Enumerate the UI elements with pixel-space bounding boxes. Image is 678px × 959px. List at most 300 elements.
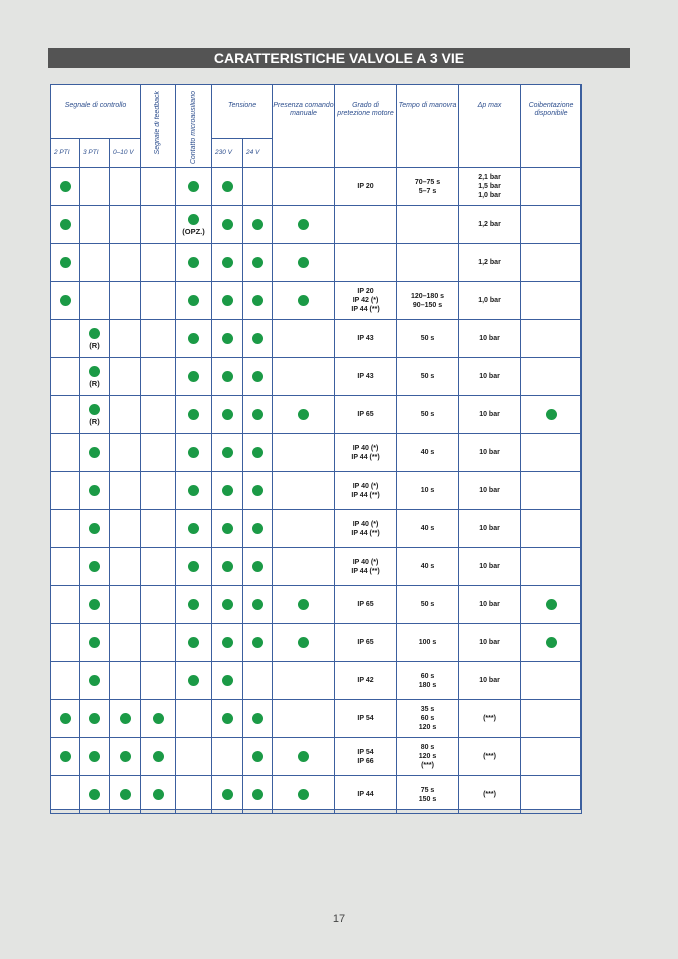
green-dot-icon [252, 751, 263, 762]
green-dot-icon [222, 523, 233, 534]
table-row [51, 282, 582, 320]
cell-dp-text: 10 bar [479, 563, 500, 571]
green-dot-icon [89, 404, 100, 415]
cell-grado-text: IP 20 IP 42 (*) IP 44 (**) [351, 288, 380, 314]
cell-v010 [110, 510, 141, 548]
cell-dp [459, 358, 521, 396]
cell-coibentazione [521, 700, 582, 738]
green-dot-icon [188, 257, 199, 268]
cell-fb [141, 244, 176, 282]
cell-pti3 [80, 738, 110, 776]
cell-v230 [212, 472, 243, 510]
cell-tempo-text: 40 s [420, 525, 435, 533]
cell-tempo [397, 738, 459, 776]
cell-presenza [273, 738, 335, 776]
green-dot-icon [89, 523, 100, 534]
green-dot-icon [89, 328, 100, 339]
cell-tempo [397, 510, 459, 548]
cell-dp-text: 10 bar [479, 373, 500, 381]
green-dot-icon [252, 713, 263, 724]
cell-tempo [397, 358, 459, 396]
cell-fb [141, 510, 176, 548]
subheader-010v: 0–10 V [110, 139, 141, 168]
green-dot-icon [252, 257, 263, 268]
table-row [51, 700, 582, 738]
cell-presenza [273, 358, 335, 396]
cell-presenza [273, 206, 335, 244]
cell-pti3 [80, 548, 110, 586]
cell-pti2 [51, 586, 80, 624]
cell-fb [141, 168, 176, 206]
cell-v010 [110, 700, 141, 738]
cell-tempo [397, 700, 459, 738]
cell-dp-text: 10 bar [479, 601, 500, 609]
cell-dp [459, 206, 521, 244]
cell-pti2 [51, 358, 80, 396]
cell-presenza [273, 320, 335, 358]
cell-contatto [176, 282, 212, 320]
cell-v24 [243, 396, 273, 434]
green-dot-icon [222, 333, 233, 344]
cell-v010 [110, 624, 141, 662]
cell-grado-text: IP 54 [357, 715, 374, 723]
green-dot-icon [60, 713, 71, 724]
cell-contatto [176, 434, 212, 472]
green-dot-icon [188, 214, 199, 225]
cell-tempo [397, 776, 459, 814]
header-segnale-feedback: Segnale di feedback [141, 85, 176, 168]
cell-presenza [273, 548, 335, 586]
cell-pti2 [51, 548, 80, 586]
green-dot-icon [252, 599, 263, 610]
cell-pti3 [80, 434, 110, 472]
green-dot-icon [60, 295, 71, 306]
cell-v010 [110, 586, 141, 624]
cell-fb [141, 396, 176, 434]
green-dot-icon [188, 447, 199, 458]
cell-contatto [176, 700, 212, 738]
cell-contatto [176, 624, 212, 662]
cell-pti2 [51, 168, 80, 206]
cell-contatto [176, 396, 212, 434]
green-dot-icon [222, 485, 233, 496]
table-row [51, 244, 582, 282]
cell-pti3 [80, 282, 110, 320]
table-row [51, 206, 582, 244]
cell-grado-text: IP 40 (*) IP 44 (**) [351, 444, 380, 461]
cell-v230 [212, 206, 243, 244]
cell-dp-text: 10 bar [479, 639, 500, 647]
cell-fb [141, 662, 176, 700]
cell-grado [335, 206, 397, 244]
green-dot-icon [89, 447, 100, 458]
cell-grado [335, 358, 397, 396]
green-dot-icon [153, 751, 164, 762]
cell-fb [141, 472, 176, 510]
cell-tempo [397, 396, 459, 434]
cell-pti2 [51, 244, 80, 282]
cell-dp-text: 1,2 bar [478, 259, 501, 267]
cell-tempo-text: 100 s [418, 639, 437, 647]
cell-pti3 [80, 662, 110, 700]
cell-v230 [212, 662, 243, 700]
table-row [51, 472, 582, 510]
cell-grado [335, 168, 397, 206]
cell-coibentazione [521, 434, 582, 472]
cell-tempo [397, 586, 459, 624]
cell-pti3 [80, 206, 110, 244]
cell-fb [141, 776, 176, 814]
cell-fb [141, 320, 176, 358]
green-dot-icon [252, 409, 263, 420]
cell-fb [141, 282, 176, 320]
green-dot-icon [153, 789, 164, 800]
cell-dp [459, 320, 521, 358]
green-dot-icon [222, 219, 233, 230]
cell-pti3 [80, 700, 110, 738]
green-dot-icon [188, 637, 199, 648]
cell-grado [335, 776, 397, 814]
cell-dp [459, 776, 521, 814]
table-row [51, 434, 582, 472]
cell-coibentazione [521, 662, 582, 700]
cell-dp-text: 10 bar [479, 525, 500, 533]
cell-presenza [273, 244, 335, 282]
cell-presenza [273, 282, 335, 320]
cell-grado [335, 434, 397, 472]
cell-dp-text: 10 bar [479, 411, 500, 419]
cell-fb [141, 738, 176, 776]
cell-v24 [243, 624, 273, 662]
cell-v010 [110, 244, 141, 282]
cell-grado-text: IP 54 IP 66 [357, 748, 374, 765]
cell-v230 [212, 510, 243, 548]
cell-grado [335, 320, 397, 358]
green-dot-icon [222, 371, 233, 382]
cell-tempo-text: 60 s 180 s [418, 672, 437, 689]
valve-table-frame [50, 84, 581, 810]
cell-grado [335, 510, 397, 548]
green-dot-icon [546, 409, 557, 420]
cell-v010 [110, 206, 141, 244]
green-dot-icon [298, 789, 309, 800]
table-row [51, 738, 582, 776]
green-dot-icon [89, 713, 100, 724]
cell-dp [459, 434, 521, 472]
cell-dp [459, 738, 521, 776]
cell-dp [459, 548, 521, 586]
cell-contatto [176, 662, 212, 700]
cell-coibentazione [521, 206, 582, 244]
cell-fb [141, 586, 176, 624]
cell-tempo-text: 50 s [420, 411, 435, 419]
cell-tempo [397, 434, 459, 472]
cell-presenza [273, 168, 335, 206]
cell-v010 [110, 434, 141, 472]
green-dot-icon [222, 637, 233, 648]
cell-pti2 [51, 206, 80, 244]
cell-pti2 [51, 282, 80, 320]
cell-grado-text: IP 40 (*) IP 44 (**) [351, 520, 380, 537]
cell-presenza [273, 472, 335, 510]
cell-note: (OPZ.) [182, 226, 205, 236]
cell-contatto [176, 548, 212, 586]
cell-grado [335, 586, 397, 624]
cell-coibentazione [521, 244, 582, 282]
cell-grado [335, 282, 397, 320]
cell-v010 [110, 776, 141, 814]
green-dot-icon [188, 485, 199, 496]
green-dot-icon [89, 751, 100, 762]
cell-v230 [212, 700, 243, 738]
cell-pti3 [80, 320, 110, 358]
cell-dp-text: (***) [483, 753, 496, 761]
cell-dp [459, 282, 521, 320]
green-dot-icon [252, 219, 263, 230]
cell-coibentazione [521, 738, 582, 776]
cell-dp-text: 10 bar [479, 677, 500, 685]
cell-v24 [243, 168, 273, 206]
cell-dp [459, 586, 521, 624]
table-row [51, 396, 582, 434]
table-row [51, 358, 582, 396]
cell-v230 [212, 776, 243, 814]
cell-note: (R) [89, 378, 100, 388]
cell-v230 [212, 624, 243, 662]
cell-v230 [212, 396, 243, 434]
green-dot-icon [252, 523, 263, 534]
table-row [51, 624, 582, 662]
green-dot-icon [252, 295, 263, 306]
green-dot-icon [188, 561, 199, 572]
subheader-230v: 230 V [212, 139, 243, 168]
cell-coibentazione [521, 282, 582, 320]
cell-grado [335, 396, 397, 434]
cell-v010 [110, 472, 141, 510]
cell-tempo-text: 50 s [420, 373, 435, 381]
cell-pti3 [80, 776, 110, 814]
cell-v230 [212, 168, 243, 206]
cell-v010 [110, 396, 141, 434]
cell-v230 [212, 320, 243, 358]
green-dot-icon [89, 366, 100, 377]
cell-v230 [212, 548, 243, 586]
cell-tempo [397, 624, 459, 662]
cell-grado [335, 662, 397, 700]
green-dot-icon [252, 447, 263, 458]
cell-grado-text: IP 65 [357, 639, 374, 647]
green-dot-icon [546, 637, 557, 648]
table-row [51, 548, 582, 586]
cell-pti2 [51, 320, 80, 358]
cell-tempo-text: 10 s [420, 487, 435, 495]
cell-tempo [397, 282, 459, 320]
cell-pti2 [51, 396, 80, 434]
cell-dp-text: 1,2 bar [478, 221, 501, 229]
cell-coibentazione [521, 320, 582, 358]
cell-pti3 [80, 510, 110, 548]
cell-v24 [243, 320, 273, 358]
cell-presenza [273, 776, 335, 814]
cell-v230 [212, 738, 243, 776]
green-dot-icon [120, 713, 131, 724]
cell-dp [459, 510, 521, 548]
cell-dp [459, 624, 521, 662]
green-dot-icon [222, 789, 233, 800]
table-row [51, 776, 582, 814]
cell-pti2 [51, 510, 80, 548]
green-dot-icon [222, 675, 233, 686]
cell-tempo-text: 70–75 s 5–7 s [414, 178, 441, 195]
green-dot-icon [188, 409, 199, 420]
cell-pti2 [51, 472, 80, 510]
cell-v010 [110, 738, 141, 776]
cell-tempo-text: 50 s [420, 335, 435, 343]
green-dot-icon [252, 333, 263, 344]
header-tempo: Tempo di manovra [397, 85, 459, 168]
green-dot-icon [89, 561, 100, 572]
green-dot-icon [188, 181, 199, 192]
green-dot-icon [153, 713, 164, 724]
green-dot-icon [60, 181, 71, 192]
green-dot-icon [188, 333, 199, 344]
cell-pti3 [80, 168, 110, 206]
header-presenza: Presenza comando manuale [273, 85, 335, 168]
cell-grado [335, 472, 397, 510]
cell-grado [335, 738, 397, 776]
green-dot-icon [120, 789, 131, 800]
cell-pti3 [80, 358, 110, 396]
cell-coibentazione [521, 168, 582, 206]
header-segnale-controllo: Segnale di controllo [51, 85, 141, 139]
green-dot-icon [120, 751, 131, 762]
cell-grado-text: IP 65 [357, 411, 374, 419]
cell-v24 [243, 206, 273, 244]
cell-grado-text: IP 65 [357, 601, 374, 609]
green-dot-icon [252, 485, 263, 496]
cell-grado [335, 548, 397, 586]
green-dot-icon [222, 447, 233, 458]
cell-pti2 [51, 624, 80, 662]
green-dot-icon [60, 751, 71, 762]
cell-grado [335, 624, 397, 662]
table-body [51, 168, 582, 814]
green-dot-icon [188, 523, 199, 534]
cell-presenza [273, 700, 335, 738]
green-dot-icon [252, 637, 263, 648]
green-dot-icon [298, 295, 309, 306]
cell-contatto [176, 510, 212, 548]
cell-v24 [243, 358, 273, 396]
cell-dp-text: (***) [483, 791, 496, 799]
header-coibentazione: Coibentazione disponibile [521, 85, 582, 168]
cell-tempo-text: 120–180 s 90–150 s [410, 292, 445, 309]
cell-pti2 [51, 662, 80, 700]
green-dot-icon [188, 675, 199, 686]
cell-tempo [397, 472, 459, 510]
green-dot-icon [188, 295, 199, 306]
green-dot-icon [89, 675, 100, 686]
cell-coibentazione [521, 396, 582, 434]
cell-pti3 [80, 586, 110, 624]
cell-coibentazione [521, 548, 582, 586]
green-dot-icon [222, 257, 233, 268]
cell-pti3 [80, 244, 110, 282]
cell-v010 [110, 320, 141, 358]
cell-coibentazione [521, 624, 582, 662]
cell-v010 [110, 282, 141, 320]
cell-coibentazione [521, 358, 582, 396]
cell-v230 [212, 282, 243, 320]
cell-v230 [212, 434, 243, 472]
cell-tempo-text: 80 s 120 s (***) [418, 744, 437, 770]
cell-contatto [176, 472, 212, 510]
cell-pti2 [51, 700, 80, 738]
cell-grado-text: IP 42 [357, 677, 374, 685]
page-number: 17 [332, 913, 346, 925]
subheader-2pti: 2 PTI [51, 139, 80, 168]
green-dot-icon [188, 599, 199, 610]
green-dot-icon [188, 371, 199, 382]
cell-dp [459, 396, 521, 434]
cell-pti3 [80, 472, 110, 510]
cell-dp-text: 10 bar [479, 335, 500, 343]
cell-tempo-text: 75 s 150 s [418, 786, 437, 803]
table-row [51, 586, 582, 624]
green-dot-icon [222, 561, 233, 572]
cell-tempo [397, 168, 459, 206]
green-dot-icon [222, 599, 233, 610]
cell-presenza [273, 510, 335, 548]
green-dot-icon [89, 789, 100, 800]
cell-v24 [243, 472, 273, 510]
cell-v230 [212, 358, 243, 396]
cell-contatto [176, 738, 212, 776]
table-row [51, 510, 582, 548]
cell-presenza [273, 396, 335, 434]
green-dot-icon [89, 485, 100, 496]
cell-pti2 [51, 738, 80, 776]
green-dot-icon [298, 409, 309, 420]
cell-coibentazione [521, 472, 582, 510]
cell-pti2 [51, 776, 80, 814]
cell-dp [459, 244, 521, 282]
cell-v24 [243, 586, 273, 624]
valve-characteristics-table [50, 84, 582, 814]
cell-tempo-text: 50 s [420, 601, 435, 609]
cell-contatto [176, 776, 212, 814]
header-dp: Δp max [459, 85, 521, 168]
green-dot-icon [298, 257, 309, 268]
green-dot-icon [252, 789, 263, 800]
cell-tempo [397, 206, 459, 244]
cell-pti3 [80, 396, 110, 434]
header-contatto: Contatto microausiliario [176, 85, 212, 168]
cell-v24 [243, 776, 273, 814]
green-dot-icon [298, 599, 309, 610]
cell-dp-text: 10 bar [479, 449, 500, 457]
green-dot-icon [60, 219, 71, 230]
cell-v24 [243, 548, 273, 586]
table-row [51, 168, 582, 206]
subheader-3pti: 3 PTI [80, 139, 110, 168]
cell-dp [459, 662, 521, 700]
header-tensione: Tensione [212, 85, 273, 139]
cell-coibentazione [521, 586, 582, 624]
cell-grado-text: IP 40 (*) IP 44 (**) [351, 482, 380, 499]
cell-dp [459, 700, 521, 738]
cell-presenza [273, 624, 335, 662]
